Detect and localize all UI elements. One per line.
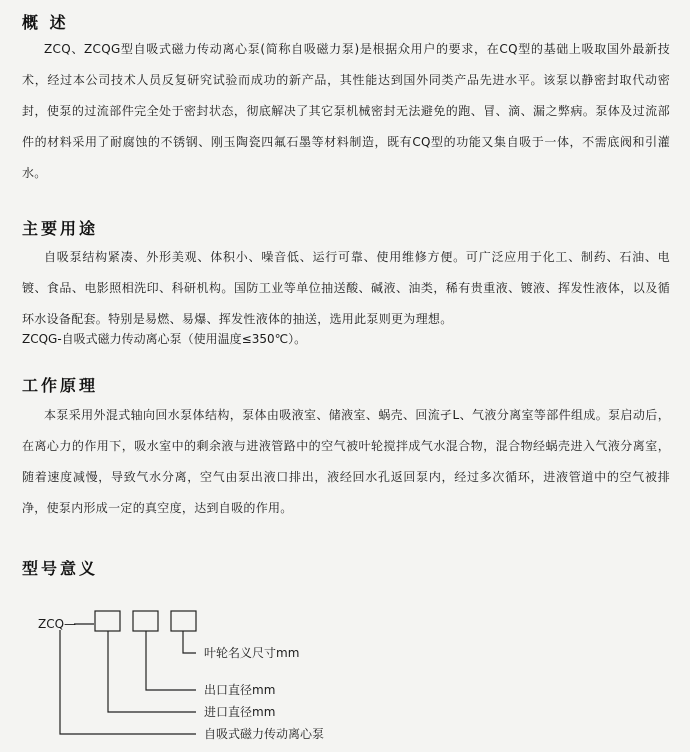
- outlet-box: [133, 611, 158, 631]
- impeller-box: [171, 611, 196, 631]
- model-diagram: [0, 590, 690, 750]
- uses-note: ZCQG-自吸式磁力传动离心泵（使用温度≤350℃）。: [22, 332, 307, 346]
- uses-heading: 主要用途: [22, 219, 99, 238]
- inlet-box: [95, 611, 120, 631]
- pump-label: 自吸式磁力传动离心泵: [204, 727, 325, 741]
- overview-paragraph: ZCQ、ZCQG型自吸式磁力传动离心泵(简称自吸磁力泵)是根据众用户的要求，在CQ型的基础上吸取国外最新技术，经过本公司技术人员反复研究试验而成功的新产品，其性能达到国外同类产品先进水平。该泵以静密封取代动密封，使泵的过流部件完全处于密封状态，彻底解决了其它泵机械密封无法避免的跑、冒、滴、漏之弊病。泵体及过流部件的材料采用了耐腐蚀的不锈钢、刚玉陶瓷四氟石墨等材料制造，既有CQ型的功能又集自吸于一体，不需底阀和引灌水。: [22, 42, 670, 180]
- outlet-leader: [146, 631, 196, 690]
- pump-leader: [60, 630, 196, 734]
- impeller-label: 叶轮名义尺寸mm: [204, 646, 300, 660]
- impeller-leader: [183, 631, 196, 653]
- model-heading: 型号意义: [22, 559, 99, 578]
- uses-paragraph: 自吸泵结构紧凑、外形美观、体积小、噪音低、运行可靠、使用维修方便。可广泛应用于化工、制药、石油、电镀、食品、电影照相洗印、科研机构。国防工业等单位抽送酸、碱液、油类，稀有贵重液、镀液、挥发性液体，以及循环水设备配套。特别是易燃、易爆、挥发性液体的抽送，选用此泵则更为理想。: [22, 250, 670, 326]
- principle-heading: 工作原理: [22, 376, 99, 395]
- inlet-label: 进口直径mm: [204, 705, 276, 719]
- model-prefix: ZCQ—: [38, 617, 77, 631]
- overview-heading: 概 述: [22, 13, 69, 32]
- principle-paragraph: 本泵采用外混式轴向回水泵体结构，泵体由吸液室、储液室、蜗壳、回流孑L、气液分离室等部件组成。泵启动后，在离心力的作用下，吸水室中的剩余液与进液管路中的空气被叶轮搅拌成气水混合物，混合物经蜗壳进入气液分离室，随着速度减慢，导致气水分离，空气由泵出液口排出，液经回水孔返回泵内，经过多次循环，进液管道中的空气被排净，使泵内形成一定的真空度，达到自吸的作用。: [22, 408, 670, 515]
- outlet-label: 出口直径mm: [204, 683, 276, 697]
